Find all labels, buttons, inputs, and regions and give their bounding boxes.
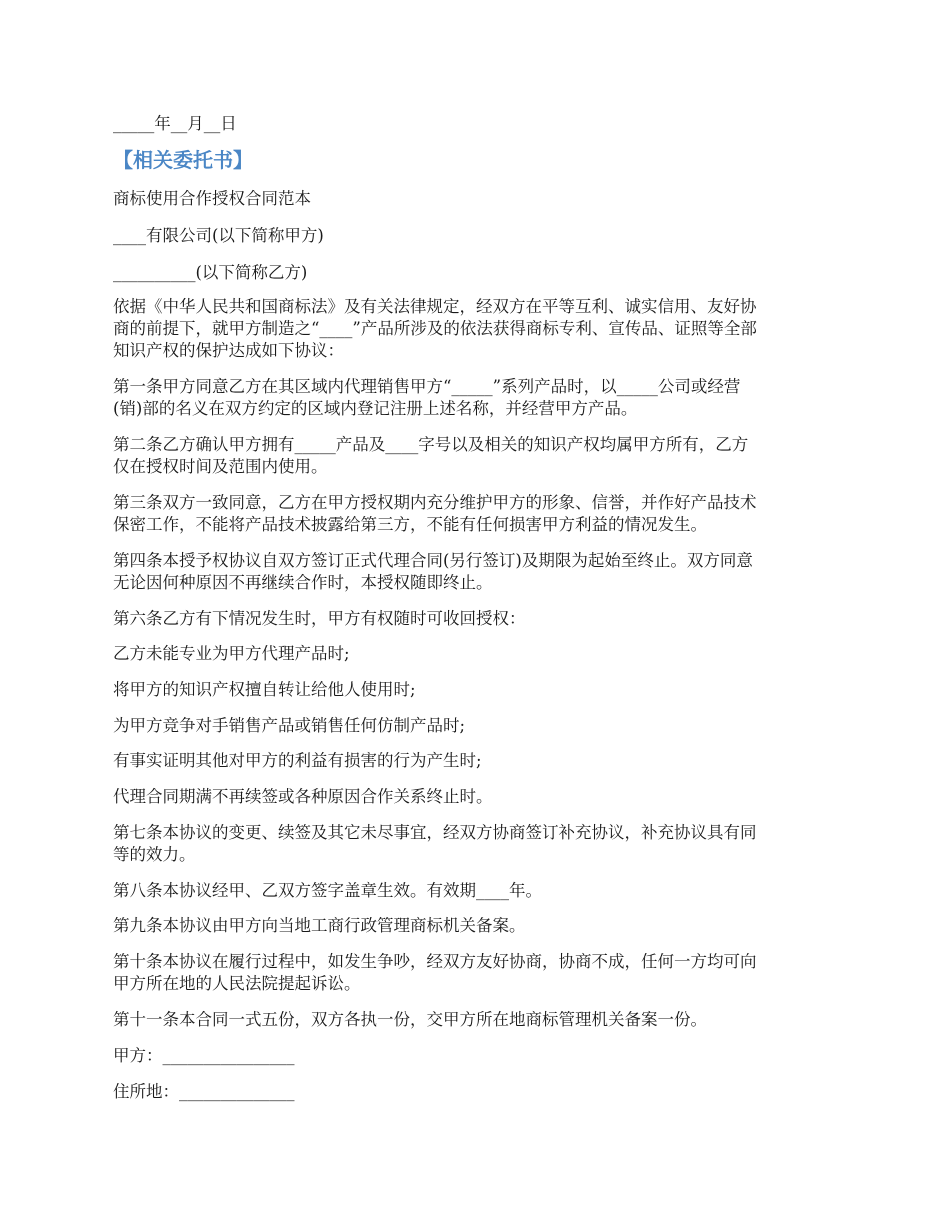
article-3-line: 保密工作，不能将产品技术披露给第三方，不能有任何损害甲方利益的情况发生。 [113, 515, 707, 534]
section-heading: 【相关委托书】 [113, 148, 253, 172]
signature-address: 住所地：______________ [113, 1082, 295, 1101]
condition-item: 为甲方竞争对手销售产品或销售任何仿制产品时; [113, 716, 466, 735]
preamble-line: 知识产权的保护达成如下协议： [113, 341, 344, 360]
preamble-line: 依据《中华人民共和国商标法》及有关法律规定，经双方在平等互利、诚实信用、友好协 [113, 297, 757, 316]
article-1-line: 第一条甲方同意乙方在其区域内代理销售甲方“_____”系列产品时，以_____公司或经营 [113, 377, 741, 396]
article-8: 第八条本协议经甲、乙双方签字盖章生效。有效期____年。 [113, 881, 542, 900]
article-1-line: (销)部的名义在双方约定的区域内登记注册上述名称，并经营甲方产品。 [113, 399, 638, 418]
article-7-line: 等的效力。 [113, 845, 196, 864]
article-2-line: 第二条乙方确认甲方拥有_____产品及____字号以及相关的知识产权均属甲方所有，乙方 [113, 435, 749, 454]
condition-item: 代理合同期满不再续签或各种原因合作关系终止时。 [113, 787, 493, 806]
article-7-line: 第七条本协议的变更、续签及其它未尽事宜，经双方协商签订补充协议，补充协议具有同 [113, 823, 757, 842]
condition-item: 乙方未能专业为甲方代理产品时; [113, 644, 350, 663]
article-4-line: 无论因何种原因不再继续合作时，本授权随即终止。 [113, 573, 493, 592]
article-2-line: 仅在授权时间及范围内使用。 [113, 457, 328, 476]
article-6: 第六条乙方有下情况发生时，甲方有权随时可收回授权： [113, 609, 526, 628]
article-11: 第十一条本合同一式五份，双方各执一份，交甲方所在地商标管理机关备案一份。 [113, 1010, 707, 1029]
signature-party-a: 甲方：________________ [113, 1046, 295, 1065]
article-4-line: 第四条本授予权协议自双方签订正式代理合同(另行签订)及期限为起始至终止。双方同意 [113, 551, 753, 570]
article-10-line: 第十条本协议在履行过程中，如发生争吵，经双方友好协商，协商不成，任何一方均可向 [113, 952, 757, 971]
party-a-line: ____有限公司(以下简称甲方) [113, 226, 324, 245]
condition-item: 将甲方的知识产权擅自转让给他人使用时; [113, 680, 416, 699]
party-b-line: __________(以下简称乙方) [113, 263, 308, 282]
article-3-line: 第三条双方一致同意，乙方在甲方授权期内充分维护甲方的形象、信誉，并作好产品技术 [113, 493, 757, 512]
date-line: _____年__月__日 [113, 114, 237, 133]
article-9: 第九条本协议由甲方向当地工商行政管理商标机关备案。 [113, 916, 526, 935]
condition-item: 有事实证明其他对甲方的利益有损害的行为产生时; [113, 751, 482, 770]
contract-title: 商标使用合作授权合同范本 [113, 189, 311, 208]
preamble-line: 商的前提下，就甲方制造之“____”产品所涉及的依法获得商标专利、宣传品、证照等全部 [113, 319, 757, 338]
article-10-line: 甲方所在地的人民法院提起诉讼。 [113, 974, 361, 993]
